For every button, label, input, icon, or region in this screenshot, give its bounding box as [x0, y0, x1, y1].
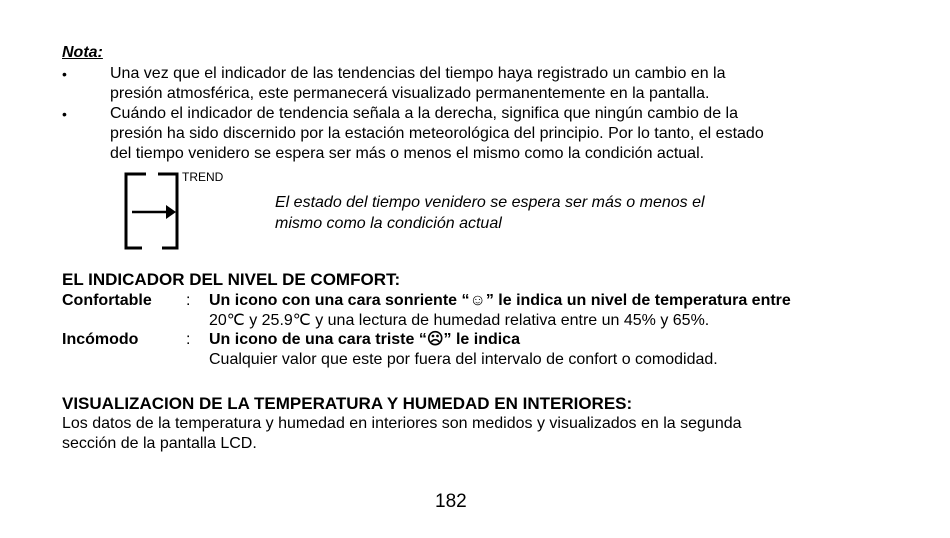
trend-arrow-icon [122, 170, 182, 252]
bullet-symbol: • [62, 106, 67, 122]
indoor-text-line-2: sección de la pantalla LCD. [62, 435, 257, 452]
trend-label: TREND [182, 170, 224, 184]
trend-caption-line-2: mismo como la condición actual [275, 215, 502, 232]
note-title: Nota: [62, 44, 103, 61]
comfort-term-incomodo: Incómodo [62, 331, 139, 348]
comfort-desc-line-1: Un icono con una cara sonriente “☺” le indica un nivel de temperatura entre [209, 292, 791, 309]
comfort-colon: : [186, 292, 191, 309]
page-number: 182 [435, 491, 467, 512]
comfort-colon: : [186, 331, 191, 348]
bullet-2-line-1: Cuándo el indicador de tendencia señala a la derecha, significa que ningún cambio de la [110, 105, 738, 122]
bullet-1-line-1: Una vez que el indicador de las tendencias del tiempo haya registrado un cambio en la [110, 65, 726, 82]
comfort-heading: EL INDICADOR DEL NIVEL DE COMFORT: [62, 270, 401, 289]
bullet-2-line-3: del tiempo venidero se espera ser más o menos el mismo como la condición actual. [110, 145, 705, 162]
indoor-heading: VISUALIZACION DE LA TEMPERATURA Y HUMEDAD EN INTERIORES: [62, 394, 633, 413]
comfort-desc-line-2: 20℃ y 25.9℃ y una lectura de humedad relativa entre un 45% y 65%. [209, 312, 710, 329]
uncomfort-desc-line-1: Un icono de una cara triste “☹” le indica [209, 331, 520, 348]
bullet-1-line-2: presión atmosférica, este permanecerá visualizado permanentemente en la pantalla. [110, 85, 710, 102]
comfort-term-confortable: Confortable [62, 292, 152, 309]
indoor-text-line-1: Los datos de la temperatura y humedad en interiores son medidos y visualizados en la segunda [62, 415, 742, 432]
bullet-symbol: • [62, 66, 67, 82]
bullet-2-line-2: presión ha sido discernido por la estación meteorológica del principio. Por lo tanto, el estado [110, 125, 764, 142]
uncomfort-desc-line-2: Cualquier valor que este por fuera del intervalo de confort o comodidad. [209, 351, 718, 368]
trend-caption-line-1: El estado del tiempo venidero se espera ser más o menos el [275, 194, 705, 211]
